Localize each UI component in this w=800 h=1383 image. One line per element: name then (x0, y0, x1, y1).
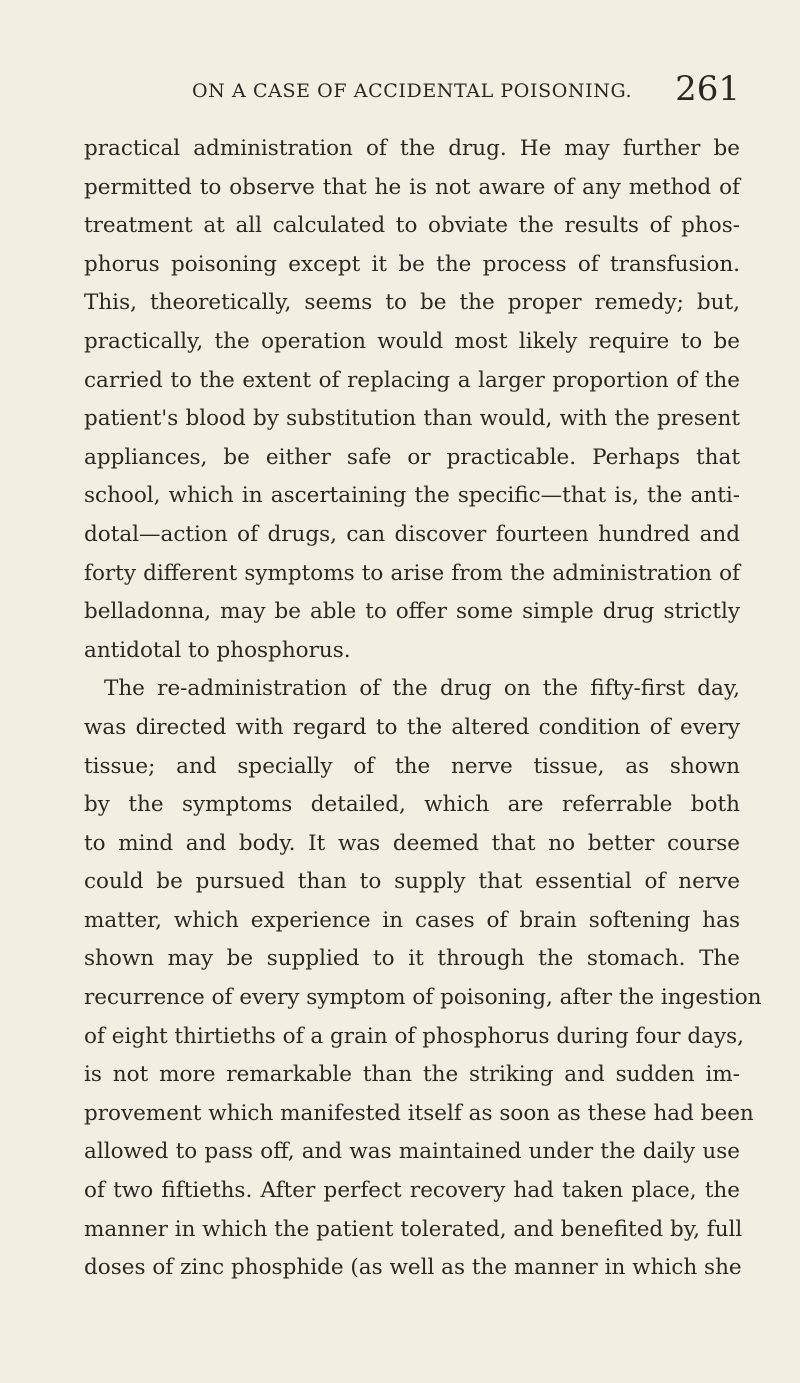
text-line: was directed with regard to the altered condition of every (84, 714, 740, 740)
text-line: recurrence of every symptom of poisoning, after the ingestion (84, 985, 762, 1011)
text-line: patient's blood by substitution than would, with the present (84, 406, 740, 432)
text-line: treatment at all calculated to obviate the results of phos- (84, 213, 740, 239)
running-title: ON A CASE OF ACCIDENTAL POISONING. (192, 80, 633, 102)
text-line: doses of zinc phosphide (as well as the manner in which she (84, 1255, 742, 1281)
text-line: to mind and body. It was deemed that no better course (84, 830, 740, 856)
text-line: carried to the extent of replacing a larger proportion of the (84, 367, 740, 393)
text-line: is not more remarkable than the striking and sudden im- (84, 1062, 740, 1088)
text-line: practically, the operation would most likely require to be (84, 328, 740, 354)
text-line: antidotal to phosphorus. (84, 637, 351, 663)
page-number: 261 (675, 69, 740, 109)
text-line: of two fiftieths. After perfect recovery had taken place, the (84, 1178, 740, 1204)
body-text (84, 130, 762, 1288)
text-line: forty different symptoms to arise from the administration of (84, 560, 740, 586)
text-line: appliances, be either safe or practicable. Perhaps that (84, 444, 740, 470)
paragraph-first-line: The re-administration of the drug on the fifty-first day, (104, 676, 740, 702)
text-line: permitted to observe that he is not aware of any method of (84, 174, 740, 200)
text-line: manner in which the patient tolerated, and benefited by, full (84, 1216, 743, 1242)
text-line: matter, which experience in cases of brain softening has (84, 907, 740, 933)
text-line: school, which in ascertaining the specific—that is, the anti- (84, 483, 740, 509)
text-line: dotal—action of drugs, can discover fourteen hundred and (84, 521, 740, 547)
text-line: could be pursued than to supply that essential of nerve (84, 869, 740, 895)
text-line: of eight thirtieths of a grain of phosphorus during four days, (84, 1023, 744, 1049)
running-head (84, 70, 740, 110)
text-line: phorus poisoning except it be the process of transfusion. (84, 251, 740, 277)
text-line: belladonna, may be able to offer some simple drug strictly (84, 599, 740, 625)
text-line: provement which manifested itself as soon as these had been (84, 1100, 754, 1126)
text-line: shown may be supplied to it through the stomach. The (84, 946, 740, 972)
text-line: allowed to pass off, and was maintained under the daily use (84, 1139, 740, 1165)
text-line: tissue; and specially of the nerve tissue, as shown (84, 753, 740, 779)
text-line: This, theoretically, seems to be the proper remedy; but, (84, 290, 740, 316)
text-line: by the symptoms detailed, which are referrable both (84, 792, 740, 818)
text-line: practical administration of the drug. He may further be (84, 136, 740, 161)
